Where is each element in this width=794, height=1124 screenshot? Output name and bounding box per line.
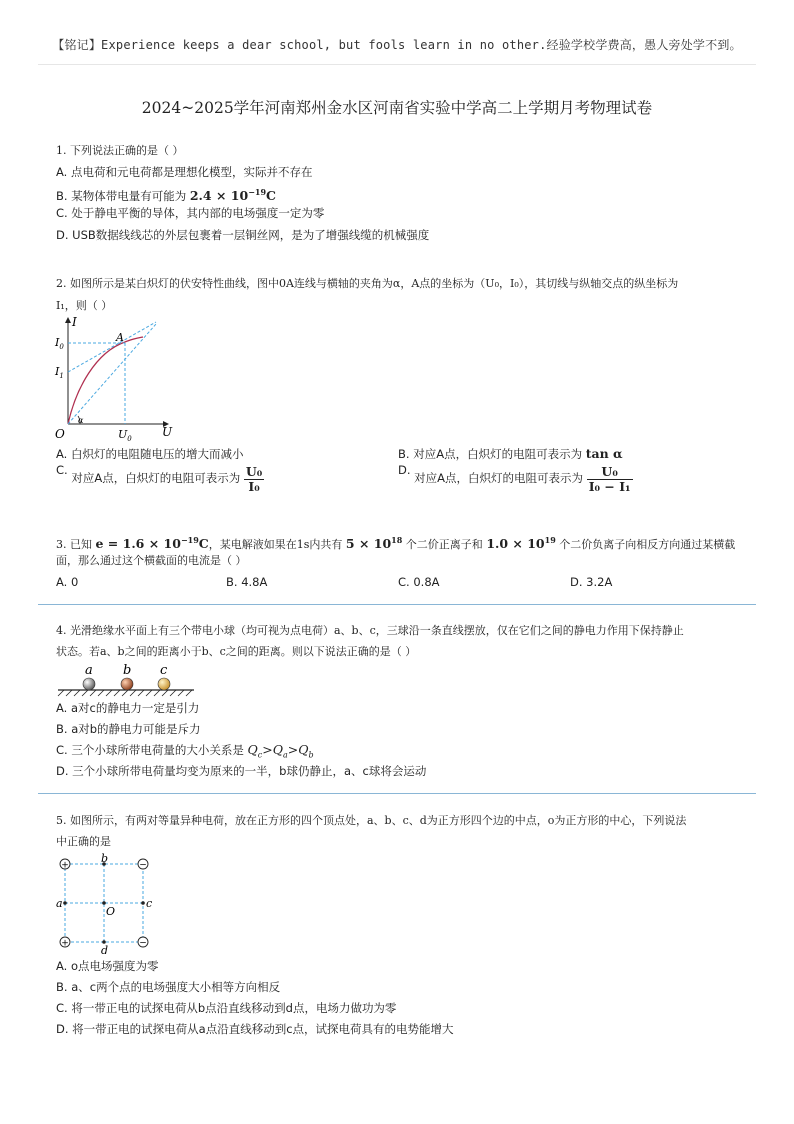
q4-option-c-text: C. 三个小球所带电荷量的大小关系是	[56, 743, 248, 757]
q2-option-c[interactable]	[56, 462, 264, 494]
q5-label-d: d	[101, 944, 109, 956]
q5-label-c: c	[146, 897, 153, 910]
q2-option-d-text: 对应A点，白炽灯的电阻可表示为	[414, 471, 584, 485]
motto-header: 【铭记】Experience keeps a dear school, but fools learn in no other.经验学校学费高，愚人旁处学不到。	[52, 38, 742, 52]
q2-label-a: A	[116, 331, 124, 344]
q2-option-c-text: 对应A点，白炽灯的电阻可表示为	[71, 471, 241, 485]
q2-option-b-math: tan α	[585, 446, 623, 461]
q5-label-a: a	[56, 897, 63, 910]
q1-option-c[interactable]: C. 处于静电平衡的导体，其内部的电场强度一定为零	[56, 206, 325, 220]
q2-label-i: I	[72, 315, 77, 329]
svg-text:+: +	[61, 860, 69, 871]
q1-stem: 1. 下列说法正确的是（ ）	[56, 144, 184, 157]
q2-tangent-line	[68, 322, 156, 372]
q2-label-alpha: α	[78, 416, 84, 425]
q2-iv-graph	[50, 312, 190, 444]
q5-charge-top-left	[60, 859, 70, 871]
q2-option-c-label: C.	[56, 463, 68, 477]
q2-label-i0: $I_0$	[55, 336, 64, 351]
q1-option-a[interactable]: A. 点电荷和元电荷都是理想化模型，实际并不存在	[56, 165, 313, 179]
q5-label-b: b	[101, 852, 109, 865]
header-divider	[38, 64, 756, 65]
q5-stem-line1: 5. 如图所示，有两对等量异种电荷，放在正方形的四个顶点处，a、b、c、d为正方形四个边的中点，o为正方形的中心，下列说法	[56, 814, 687, 827]
q2-option-d-fraction: $\frac{\text{U₀}}{\text{I₀ − I₁}}$	[588, 464, 631, 494]
q1-option-b-math: $2.4 \times 10^{-19}C$	[189, 187, 276, 204]
q5-point-c	[141, 901, 145, 905]
svg-text:−: −	[139, 860, 147, 871]
q3-option-b[interactable]: B. 4.8A	[226, 575, 268, 589]
page-title: 2024~2025学年河南郑州金水区河南省实验中学高二上学期月考物理试卷	[141, 99, 653, 117]
q4-balls-diagram	[54, 660, 200, 700]
q2-option-b-text: B. 对应A点，白炽灯的电阻可表示为	[398, 447, 586, 461]
q5-charge-bottom-left	[60, 937, 70, 949]
q3-math-n1: $5 \times 10^{18}$	[345, 535, 403, 552]
q2-stem-line2: I₁，则（ ）	[56, 299, 113, 312]
q5-point-a	[63, 901, 67, 905]
q4-stem-line2: 状态。若a、b之间的距离小于b、c之间的距离。则以下说法正确的是（ ）	[56, 645, 417, 658]
q2-option-b[interactable]	[398, 444, 623, 464]
q4-option-d[interactable]: D. 三个小球所带电荷量均变为原来的一半，b球仍静止，a、c球将会运动	[56, 764, 427, 778]
q5-option-d[interactable]: D. 将一带正电的试探电荷从a点沿直线移动到c点，试探电荷具有的电势能增大	[56, 1022, 454, 1036]
q1-option-b-text: B. 某物体带电量有可能为	[56, 189, 190, 204]
q4-ball-b	[121, 678, 133, 690]
q4-ball-c	[158, 678, 170, 690]
q4-stem-line1: 4. 光滑绝缘水平面上有三个带电小球（均可视为点电荷）a、b、c，三球沿一条直线摆放，仅在它们之间的静电力作用下保持静止	[56, 624, 684, 637]
q2-option-a[interactable]: A. 白炽灯的电阻随电压的增大而减小	[56, 447, 244, 461]
q3-option-a[interactable]: A. 0	[56, 575, 79, 589]
q4-option-a[interactable]: A. a对c的静电力一定是引力	[56, 701, 200, 715]
q2-option-d-label: D.	[398, 463, 411, 477]
q4-ball-a	[83, 678, 95, 690]
q4-option-c-math: $Q_c>Q_a>Q_b$	[247, 742, 314, 760]
q5-charge-bottom-right	[138, 937, 148, 949]
q3-stem-line1: 3. 已知 $e = 1.6 \times 10^{-19}C$，某电解液如果在1s内共有 $5 \times 10^{18}$ 个二价正离子和 $1.0 \times 10^{19}$ 个二价负离子向相反方向通过某横截	[56, 535, 736, 552]
q2-line-oa	[68, 324, 156, 424]
separator-q4-q5	[38, 793, 756, 794]
q5-option-a[interactable]: A. o点电场强度为零	[56, 959, 159, 973]
q3-option-d[interactable]: D. 3.2A	[570, 575, 613, 589]
q2-label-o: O	[55, 427, 65, 441]
q2-label-i1: $I_1$	[55, 365, 64, 380]
svg-text:−: −	[139, 938, 147, 949]
q4-hatching	[58, 690, 192, 696]
svg-text:+: +	[61, 938, 69, 949]
q5-option-c[interactable]: C. 将一带正电的试探电荷从b点沿直线移动到d点，电场力做功为零	[56, 1001, 397, 1015]
q4-label-c: c	[160, 663, 168, 678]
q5-option-b[interactable]: B. a、c两个点的电场强度大小相等方向相反	[56, 980, 281, 994]
q3-math-n2: $1.0 \times 10^{19}$	[486, 535, 556, 552]
q3-stem-line2: 面，那么通过这个横截面的电流是（ ）	[56, 554, 247, 567]
q5-square-diagram	[54, 852, 158, 956]
q3-option-c[interactable]: C. 0.8A	[398, 575, 440, 589]
q4-label-b: b	[123, 663, 132, 678]
q4-label-a: a	[85, 663, 93, 678]
q1-option-d[interactable]: D. USB数据线线芯的外层包裹着一层铜丝网，是为了增强线缆的机械强度	[56, 228, 430, 242]
q2-option-c-fraction: $\frac{\text{U₀}}{\text{I₀}}$	[245, 464, 263, 494]
q5-stem-line2: 中正确的是	[56, 835, 111, 848]
q2-option-d[interactable]	[398, 462, 633, 494]
q5-charge-top-right	[138, 859, 148, 871]
q2-label-u: U	[162, 425, 173, 439]
q3-math-e: $e = 1.6 \times 10^{-19}C$	[95, 535, 209, 552]
separator-q3-q4	[38, 604, 756, 605]
q2-stem-line1: 2. 如图所示是某白炽灯的伏安特性曲线，图中0A连线与横轴的夹角为α，A点的坐标为（U₀，I₀），其切线与纵轴交点的纵坐标为	[56, 277, 679, 290]
q4-option-b[interactable]: B. a对b的静电力可能是斥力	[56, 722, 201, 736]
q2-label-u0: $U_0$	[118, 428, 132, 443]
q5-label-o: O	[106, 905, 116, 918]
